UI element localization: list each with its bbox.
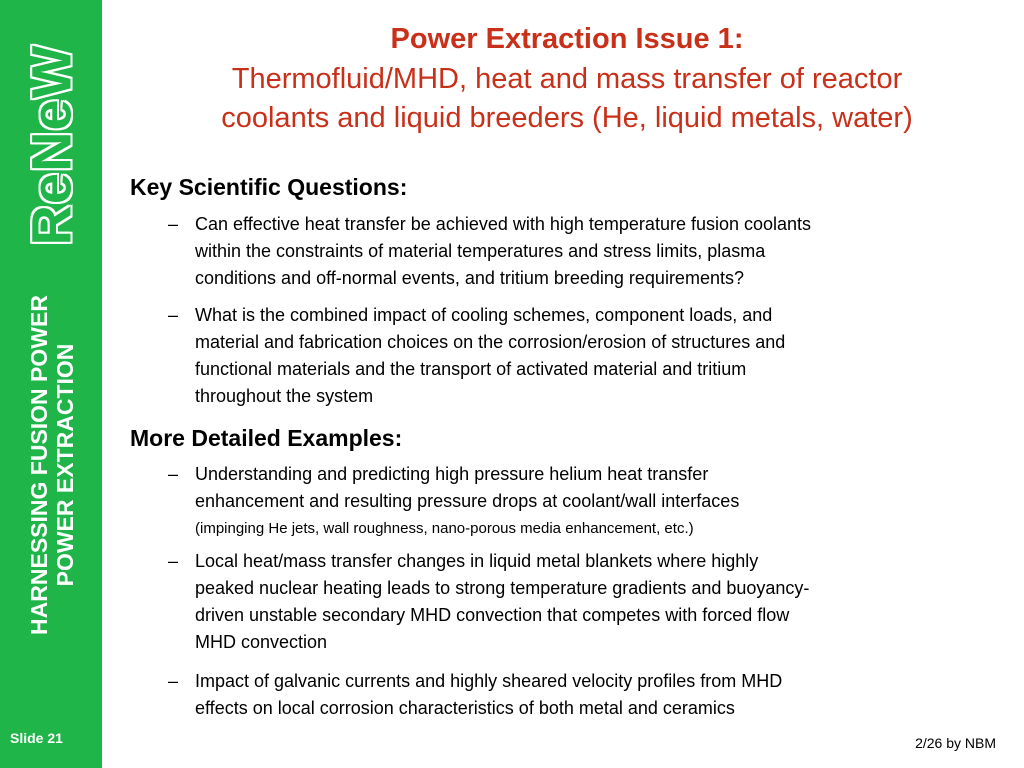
bullet-line: effects on local corrosion characteristics of both metal and ceramics — [195, 698, 735, 718]
section-heading-detailed-examples: More Detailed Examples: — [130, 425, 403, 451]
bullet-item — [195, 548, 995, 656]
bullet-note: (impinging He jets, wall roughness, nano-porous media enhancement, etc.) — [195, 520, 694, 537]
bullet-line: enhancement and resulting pressure drops at coolant/wall interfaces — [195, 491, 740, 511]
bullet-dash: – — [168, 214, 179, 234]
bullet-dash: – — [168, 464, 179, 484]
bullet-line: conditions and off-normal events, and tritium breeding requirements? — [195, 268, 744, 288]
bullet-line: MHD convection — [195, 632, 328, 652]
bullet-item — [195, 211, 995, 292]
slide-subtitle-line1: Thermofluid/MHD, heat and mass transfer of reactor — [231, 63, 903, 95]
slide-number: Slide 21 — [10, 730, 63, 746]
sidebar-subtitle-line1: HARNESSING FUSION POWER — [26, 295, 52, 635]
bullet-dash: – — [168, 671, 179, 691]
footer-date-author: 2/26 by NBM — [915, 735, 996, 751]
bullet-line: throughout the system — [195, 386, 374, 406]
bullet-dash: – — [168, 551, 179, 571]
bullet-line: peaked nuclear heating leads to strong temperature gradients and buoyancy- — [195, 578, 810, 598]
bullet-line: functional materials and the transport of activated material and tritium — [195, 359, 747, 379]
sidebar-banner — [0, 0, 102, 768]
bullet-line: Can effective heat transfer be achieved with high temperature fusion coolants — [195, 214, 812, 234]
bullet-dash: – — [168, 305, 179, 325]
bullet-line: Understanding and predicting high pressure helium heat transfer — [195, 464, 709, 484]
bullet-line: Local heat/mass transfer changes in liquid metal blankets where highly — [195, 551, 759, 571]
bullet-line: driven unstable secondary MHD convection that competes with forced flow — [195, 605, 790, 625]
bullet-item — [195, 461, 995, 542]
sidebar-subtitle-line2: POWER EXTRACTION — [52, 343, 78, 587]
bullet-item — [195, 668, 995, 722]
bullet-line: Impact of galvanic currents and highly sheared velocity profiles from MHD — [195, 671, 783, 691]
bullet-line: What is the combined impact of cooling schemes, component loads, and — [195, 305, 773, 325]
renew-logo: ReNeW — [19, 44, 83, 246]
sidebar-subtitle — [26, 295, 78, 635]
slide-subtitle-line2: coolants and liquid breeders (He, liquid metals, water) — [221, 102, 913, 134]
bullet-item — [195, 302, 995, 410]
bullet-line: material and fabrication choices on the corrosion/erosion of structures and — [195, 332, 786, 352]
slide-title: Power Extraction Issue 1: — [390, 23, 744, 55]
section-heading-key-questions: Key Scientific Questions: — [130, 174, 408, 200]
bullet-line: within the constraints of material temperatures and stress limits, plasma — [195, 241, 766, 261]
